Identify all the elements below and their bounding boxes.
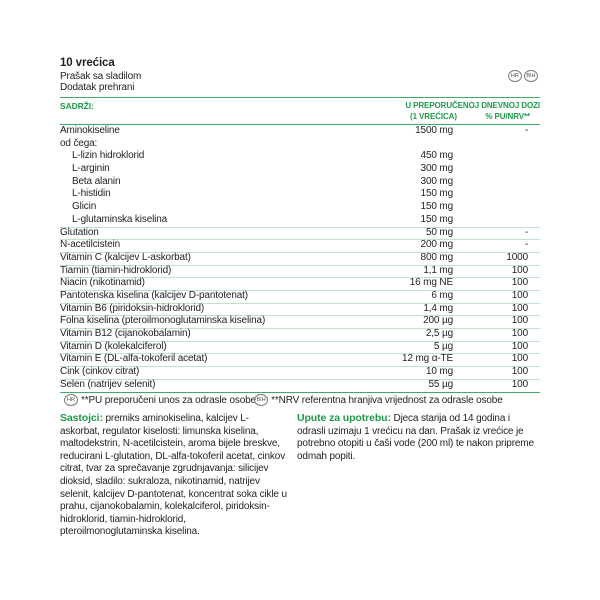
pack-size: 10 vrećica: [60, 56, 115, 69]
nutrient-amount: 450 mg: [420, 150, 453, 162]
table-label: SADRŽI:: [60, 101, 94, 111]
nutrient-amount: 12 mg α-TE: [402, 353, 453, 365]
footnote-hr: [64, 395, 256, 406]
nutrient-amount: 16 mg NE: [409, 277, 453, 289]
nutrient-name: Vitamin D (kolekalciferol): [60, 340, 167, 352]
amino-acid-component-row: [60, 214, 540, 227]
nutrient-row: [60, 265, 540, 278]
nutrient-amount: 55 µg: [428, 378, 453, 390]
footnote-bih: [254, 395, 503, 406]
nutrient-name: L-arginin: [72, 163, 110, 175]
product-form: Prašak sa sladilom: [60, 70, 142, 82]
nutrient-nrv: 1000: [506, 251, 528, 263]
nutrient-nrv: 100: [511, 264, 528, 276]
amount-column-header: U PREPORUČENOJ DNEVNOJ DOZI: [405, 101, 540, 110]
nutrient-nrv: -: [524, 125, 528, 136]
market-badge-hr: HR: [508, 70, 522, 82]
nutrient-amount: 150 mg: [420, 213, 453, 225]
ingredients-text: premiks aminokiselina, kalcijev L-askorbat, regulator kiselosti: limunska kiselina, maltodekstrin, N-acetilcistein, aroma bijele breskve, reducirani L-glutation, DL-alfa-tokoferil acetat, cinkov citrat, tvar za sprečavanje zgrudnjavanja: silicijev dioksid, sladilo: sukraloza, nikotinamid, natrijev selenit, kalcijev D-pantotenat, koncentrat soka cikle u prahu, cijanokobalamin, kolekalciferol, piridoksin-hidroklorid, tiamin-hidroklorid, pteroilmonoglutaminska kiselina.: [60, 413, 287, 538]
nutrient-name: Vitamin E (DL-alfa-tokoferil acetat): [60, 353, 208, 365]
directions-text: Djeca starija od 14 godina i odrasli uzimaju 1 vrećicu na dan. Prašak iz vrećice je potrebno otopiti u čaši vode (200 ml) te nakon pripreme odmah popiti.: [297, 413, 534, 462]
nutrient-row: [60, 366, 540, 379]
nutrient-row: [60, 239, 540, 252]
nutrient-amount: 800 mg: [420, 251, 453, 263]
amino-acid-component-row: [60, 176, 540, 189]
nutrient-name: L-histidin: [72, 188, 111, 200]
footnote-text-hr: **PU preporučeni unos za odrasle osobe: [81, 394, 256, 406]
market-badges: [508, 70, 538, 82]
nutrient-amount: 300 mg: [420, 163, 453, 175]
nutrient-name: Vitamin C (kalcijev L-askorbat): [60, 251, 191, 263]
nutrient-name: Glutation: [60, 226, 99, 238]
nutrient-amount: 10 mg: [425, 366, 453, 378]
nutrient-nrv: 100: [511, 289, 528, 301]
nutrient-amount: 6 mg: [431, 289, 453, 301]
nutrient-nrv: 100: [511, 315, 528, 327]
nutrient-amount: 50 mg: [425, 226, 453, 238]
market-badge-bih: BIH: [524, 70, 538, 82]
nutrient-row: [60, 227, 540, 240]
nutrient-name: Aminokiseline: [60, 125, 120, 136]
table-top-rule: [60, 97, 540, 98]
nutrient-amount: 1500 mg: [415, 125, 453, 136]
supplement-label: [60, 0, 540, 600]
nutrient-name: Pantotenska kiselina (kalcijev D-pantotenat): [60, 289, 248, 301]
nutrient-row: [60, 341, 540, 354]
nrv-column-header: % PU/NRV**: [485, 112, 530, 121]
nutrient-name: Tiamin (tiamin-hidroklorid): [60, 264, 172, 276]
product-category: Dodatak prehrani: [60, 81, 135, 93]
nutrient-nrv: 100: [511, 328, 528, 339]
nutrient-name: Cink (cinkov citrat): [60, 366, 140, 378]
amount-column-subheader: (1 VREĆICA): [410, 112, 457, 121]
nutrient-amount: 150 mg: [420, 188, 453, 200]
nutrient-amount: 5 µg: [433, 340, 453, 352]
nutrient-name: Selen (natrijev selenit): [60, 378, 156, 390]
nutrient-row: [60, 315, 540, 328]
nutrient-amount: 150 mg: [420, 201, 453, 213]
nutrient-amount: 200 µg: [423, 315, 453, 327]
nutrient-amount: 2,5 µg: [425, 328, 453, 339]
nutrition-table-body: [60, 125, 540, 391]
nutrient-row: [60, 277, 540, 290]
amino-acid-component-row: [60, 188, 540, 201]
amino-acid-component-row: [60, 150, 540, 163]
footnote-text-bih: **NRV referentna hranjiva vrijednost za odrasle osobe: [271, 394, 503, 406]
ingredients-label: Sastojci:: [60, 412, 103, 424]
nutrient-row: [60, 290, 540, 303]
directions-section: [297, 412, 540, 463]
nutrient-row: [60, 303, 540, 316]
nutrient-nrv: 100: [511, 340, 528, 352]
nutrient-name: Glicin: [72, 201, 97, 213]
nutrient-nrv: 100: [511, 302, 528, 314]
nutrient-nrv: -: [524, 239, 528, 251]
nutrient-name: Beta alanin: [72, 175, 121, 187]
nutrient-name: L-lizin hidroklorid: [72, 150, 145, 162]
nutrient-amount: 1,1 mg: [423, 264, 453, 276]
nutrient-nrv: -: [524, 226, 528, 238]
amino-acid-component-row: [60, 163, 540, 176]
nutrient-name: Niacin (nikotinamid): [60, 277, 145, 289]
footnote-badge-hr: HR: [64, 394, 78, 406]
ingredients-section: [60, 412, 288, 539]
nutrient-name: Vitamin B12 (cijanokobalamin): [60, 328, 191, 339]
nutrient-amount: 1,4 mg: [423, 302, 453, 314]
nutrient-nrv: 100: [511, 378, 528, 390]
nutrient-name: N-acetilcistein: [60, 239, 120, 251]
nutrient-row: [60, 379, 540, 392]
nutrient-row: [60, 328, 540, 341]
nutrient-amount: 200 mg: [420, 239, 453, 251]
table-bottom-rule: [60, 392, 540, 393]
footnote-badge-bih: BIH: [254, 394, 268, 406]
nutrient-amount: 300 mg: [420, 175, 453, 187]
nutrient-row-amino-acids: [60, 125, 540, 138]
amino-acid-component-row: [60, 201, 540, 214]
nutrient-row: [60, 252, 540, 265]
directions-label: Upute za upotrebu:: [297, 412, 391, 424]
of-which-label: od čega:: [60, 137, 98, 149]
nutrient-nrv: 100: [511, 277, 528, 289]
of-which-row: [60, 138, 540, 151]
nutrient-nrv: 100: [511, 353, 528, 365]
nutrient-name: Folna kiselina (pteroilmonoglutaminska kiselina): [60, 315, 266, 327]
nutrient-row: [60, 353, 540, 366]
nutrient-nrv: 100: [511, 366, 528, 378]
nutrient-name: L-glutaminska kiselina: [72, 213, 168, 225]
nutrient-name: Vitamin B6 (piridoksin-hidroklorid): [60, 302, 205, 314]
